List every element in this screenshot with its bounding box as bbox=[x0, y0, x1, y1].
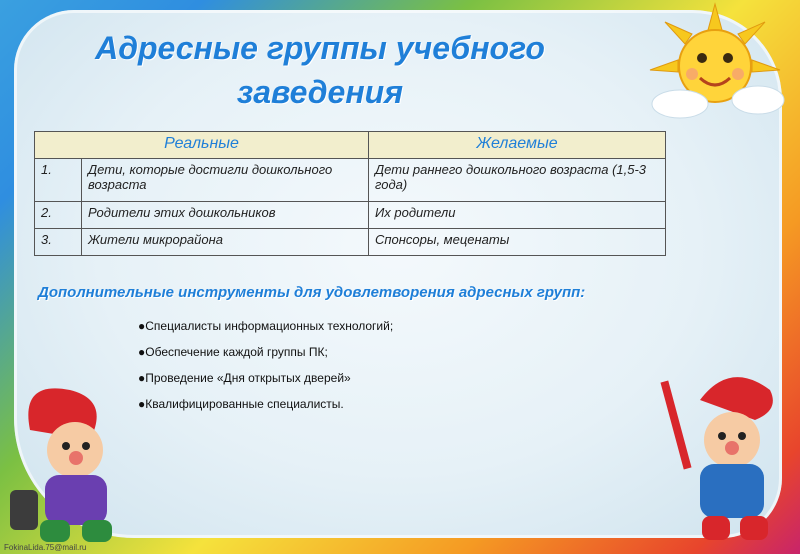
list-item-text: Квалифицированные специалисты. bbox=[145, 397, 344, 411]
table-header-row bbox=[35, 132, 666, 159]
gnome-left-illustration bbox=[0, 370, 150, 550]
target-groups-table bbox=[34, 131, 666, 256]
desired-group-cell: Дети раннего дошкольного возраста (1,5-3 года) bbox=[369, 159, 666, 202]
real-group-cell: Дети, которые достигли дошкольного возраста bbox=[82, 159, 369, 202]
desired-group-cell: Спонсоры, меценаты bbox=[369, 229, 666, 256]
list-item: ●Проведение «Дня открытых дверей» bbox=[138, 371, 351, 385]
list-item-text: Специалисты информационных технологий; bbox=[145, 319, 394, 333]
tools-heading: Дополнительные инструменты для удовлетворения адресных групп: bbox=[38, 284, 586, 301]
desired-group-cell: Их родители bbox=[369, 202, 666, 229]
list-item-text: Обеспечение каждой группы ПК; bbox=[145, 345, 328, 359]
column-header-real: Реальные bbox=[35, 132, 369, 159]
tools-list bbox=[138, 318, 393, 422]
footer-credit: FokinaLida.75@mail.ru bbox=[4, 543, 87, 552]
slide-title: Адресные группы учебного заведения bbox=[95, 30, 545, 110]
row-number: 3. bbox=[35, 229, 82, 256]
table-row bbox=[35, 202, 666, 229]
gnome-right-illustration bbox=[660, 360, 800, 550]
list-item: ●Квалифицированные специалисты. bbox=[138, 397, 344, 411]
table-row bbox=[35, 229, 666, 256]
column-header-desired: Желаемые bbox=[369, 132, 666, 159]
list-item: ●Специалисты информационных технологий; bbox=[138, 319, 394, 333]
list-item-text: Проведение «Дня открытых дверей» bbox=[145, 371, 351, 385]
real-group-cell: Жители микрорайона bbox=[82, 229, 369, 256]
row-number: 2. bbox=[35, 202, 82, 229]
table-row bbox=[35, 159, 666, 202]
row-number: 1. bbox=[35, 159, 82, 202]
list-item: ●Обеспечение каждой группы ПК; bbox=[138, 345, 328, 359]
sun-illustration bbox=[640, 0, 790, 130]
real-group-cell: Родители этих дошкольников bbox=[82, 202, 369, 229]
